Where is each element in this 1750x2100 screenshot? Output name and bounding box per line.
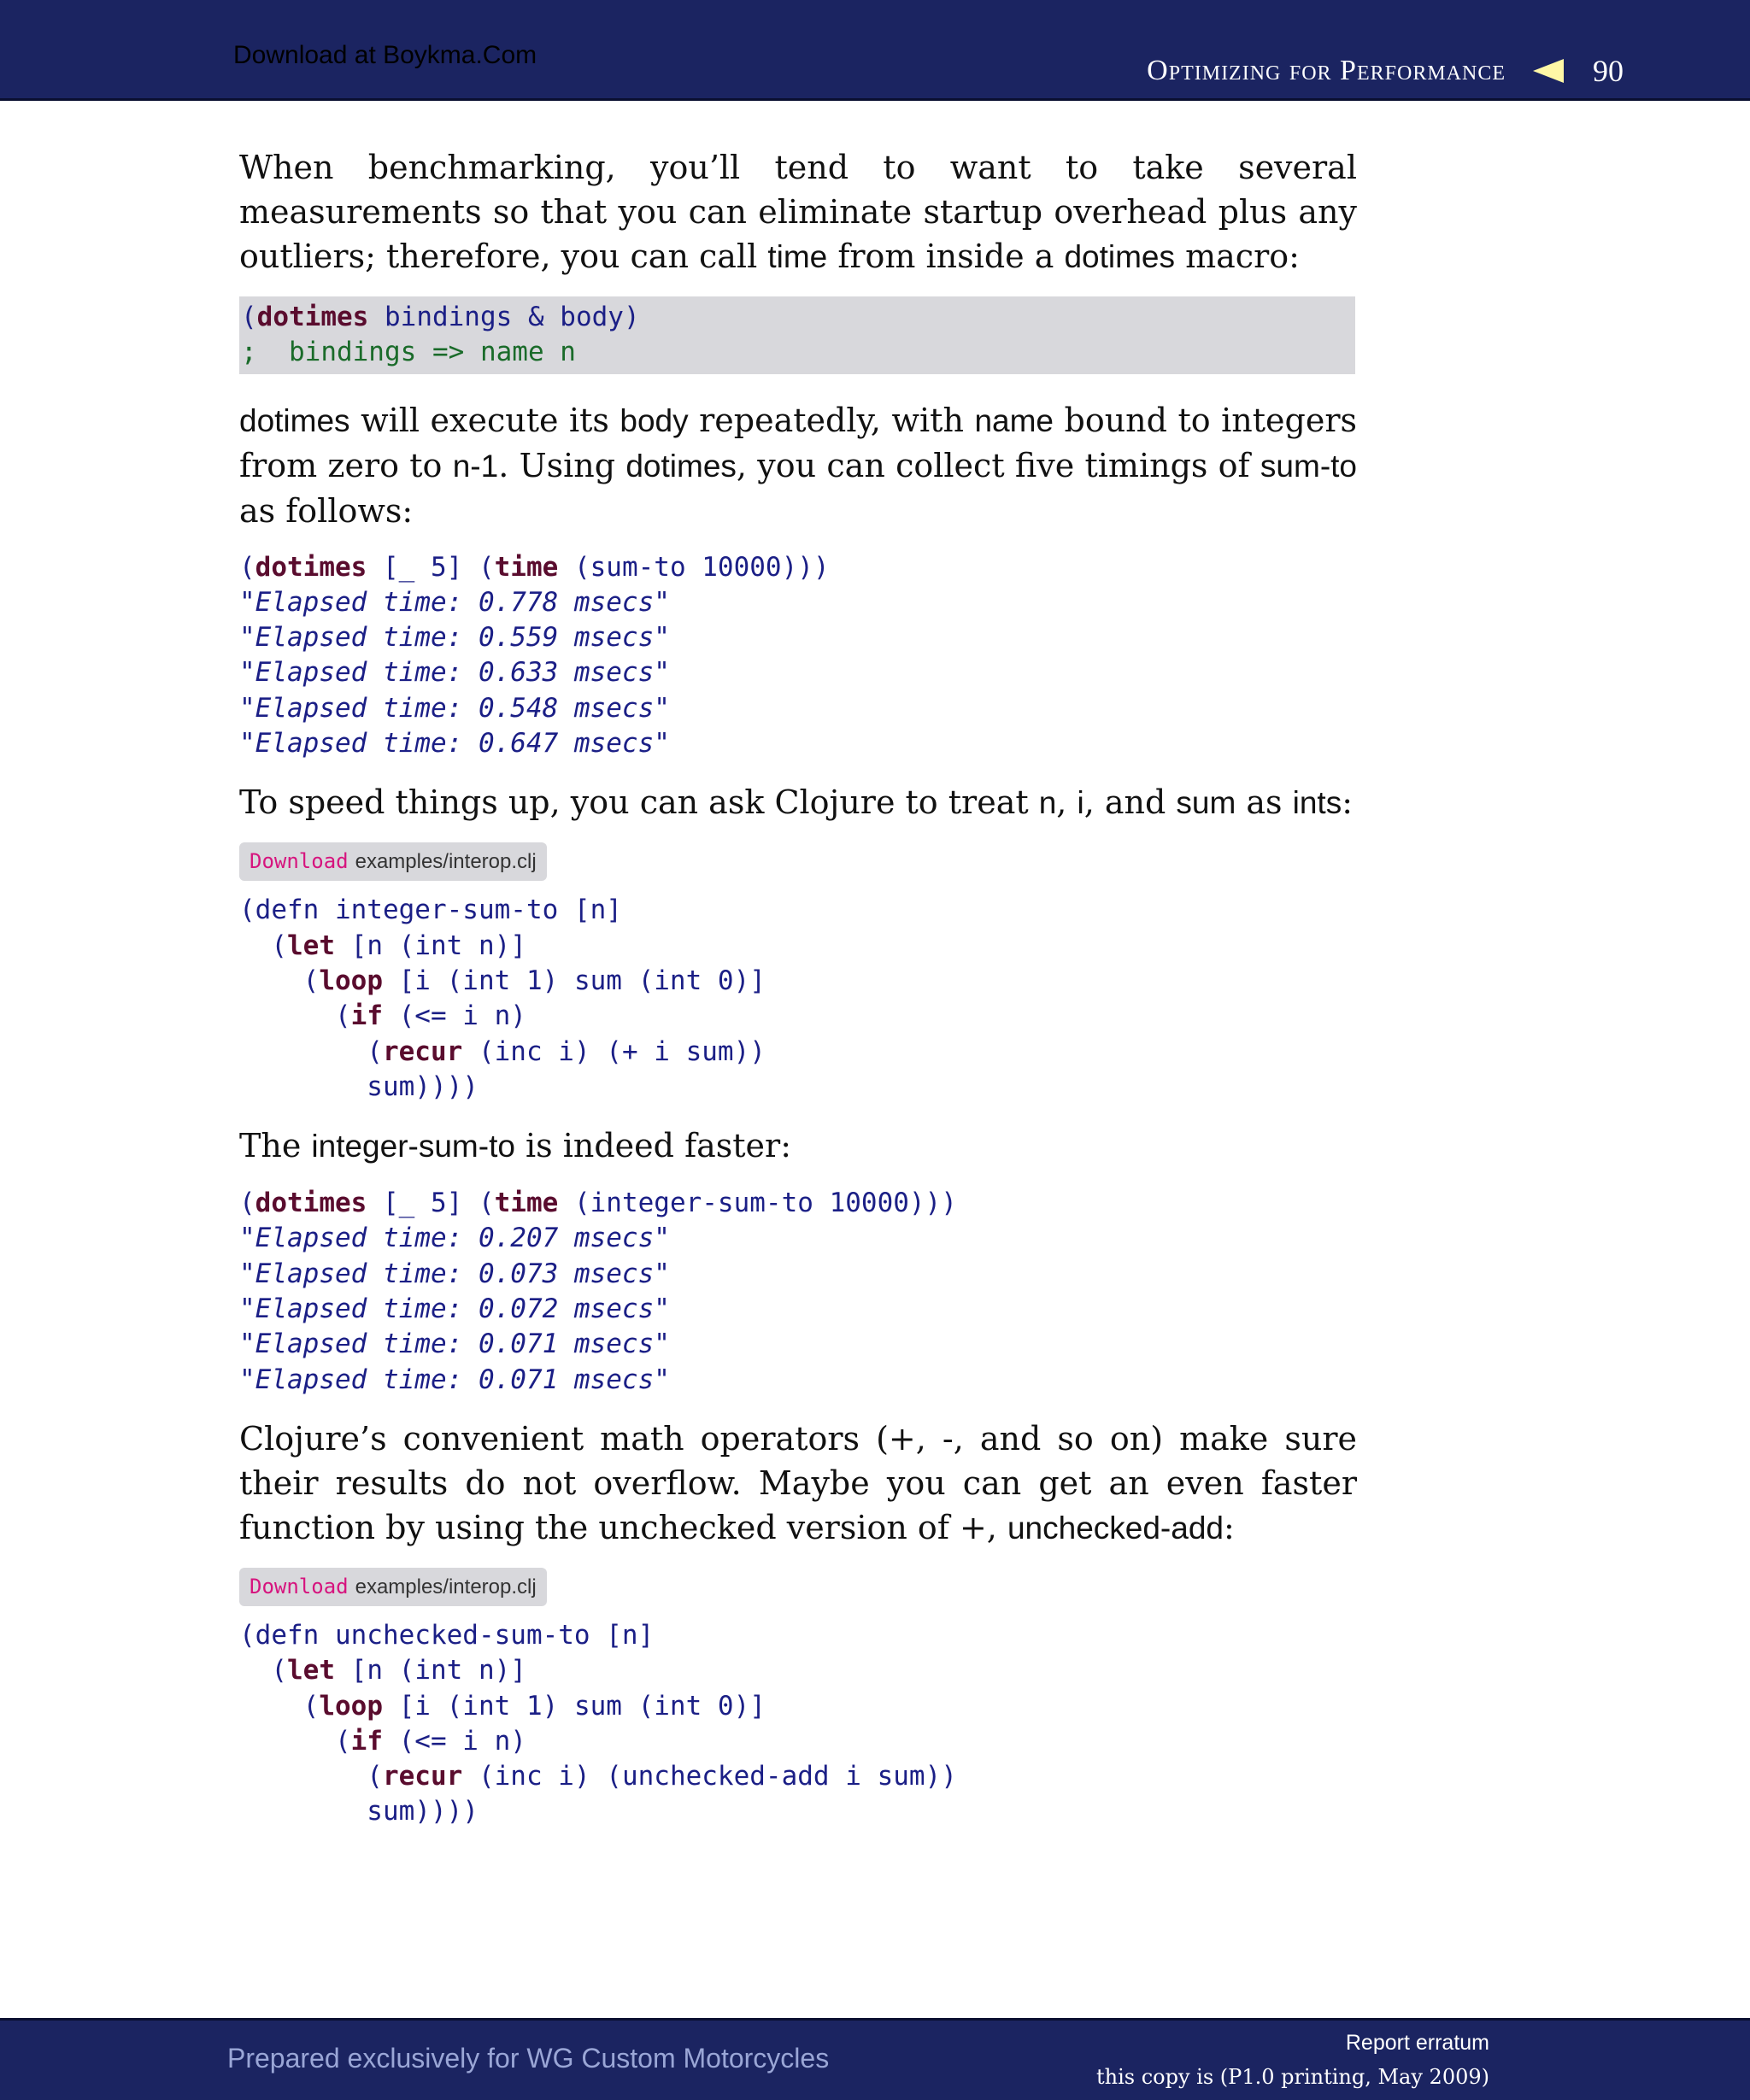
page-footer	[0, 2018, 1750, 2100]
code-comment: ; bindings => name n	[241, 337, 576, 368]
timing-output: "Elapsed time: 0.072 msecs"	[239, 1293, 670, 1325]
report-erratum-link[interactable]: Report erratum	[1345, 2031, 1489, 2055]
timing-output: "Elapsed time: 0.073 msecs"	[239, 1258, 670, 1289]
timing-output: "Elapsed time: 0.207 msecs"	[239, 1223, 670, 1254]
page-content	[239, 145, 1357, 1830]
running-head	[1147, 53, 1624, 89]
download-badge	[239, 1568, 547, 1606]
inline-code-time: time	[767, 239, 828, 274]
download-link[interactable]: Download	[250, 1574, 349, 1598]
code-block-sum-to-timings: (dotimes [_ 5] (time (sum-to 10000))) "Elapsed time: 0.778 msecs" "Elapsed time: 0.559 msecs" "Elapsed time: 0.633 msecs" "Elapsed time: 0.548 msecs" "Elapsed time: 0.647 msecs"	[239, 551, 830, 760]
paragraph-unchecked: Clojure’s convenient math operators (+, -, and so on) make sure their results do not overflow. Maybe you can get an even faster function by using the unchecked version of +, unchecked-add:	[239, 1419, 1357, 1546]
timing-output: "Elapsed time: 0.071 msecs"	[239, 1329, 670, 1360]
download-link[interactable]: Download	[250, 849, 349, 874]
download-path: examples/interop.clj	[355, 850, 537, 874]
page-header	[0, 0, 1750, 101]
code-block-dotimes-syntax: (dotimes bindings & body) ; bindings => name n	[239, 296, 1355, 374]
paragraph-faster: The integer-sum-to is indeed faster:	[239, 1127, 792, 1165]
timing-output: "Elapsed time: 0.071 msecs"	[239, 1364, 670, 1395]
back-arrow-icon[interactable]	[1533, 59, 1564, 83]
download-path: examples/interop.clj	[355, 1575, 537, 1598]
inline-code-dotimes: dotimes	[1064, 239, 1176, 274]
page-number: 90	[1593, 54, 1624, 88]
prepared-for-text: Prepared exclusively for WG Custom Motorcycles	[227, 2043, 830, 2074]
paragraph-dotimes-explanation: dotimes will execute its body repeatedly, with name bound to integers from zero to n-1. Using dotimes, you can collect five timings of sum-to as follows:	[239, 401, 1357, 530]
watermark-text: Download at Boykma.Com	[233, 41, 537, 69]
timing-output: "Elapsed time: 0.778 msecs"	[239, 586, 670, 618]
timing-output: "Elapsed time: 0.633 msecs"	[239, 657, 670, 689]
code-block-unchecked-sum-to: (defn unchecked-sum-to [n] (let [n (int n)] (loop [i (int 1) sum (int 0)] (if (<= i n) (recur (inc i) (unchecked-add i sum)) sum))))	[239, 1619, 957, 1827]
timing-output: "Elapsed time: 0.647 msecs"	[239, 728, 670, 760]
paragraph-speed-up: To speed things up, you can ask Clojure to treat n, i, and sum as ints:	[239, 783, 1354, 822]
printing-info: this copy is (P1.0 printing, May 2009)	[1096, 2065, 1489, 2089]
paragraph-benchmarking: When benchmarking, you’ll tend to want to take several measurements so that you can eliminate startup overhead plus any outliers; therefore, you can call time from inside a dotimes macro:	[239, 149, 1357, 275]
timing-output: "Elapsed time: 0.559 msecs"	[239, 622, 670, 654]
chapter-title: Optimizing for Performance	[1147, 55, 1506, 86]
download-badge	[239, 842, 547, 881]
code-block-integer-sum-to: (defn integer-sum-to [n] (let [n (int n)] (loop [i (int 1) sum (int 0)] (if (<= i n) (recur (inc i) (+ i sum)) sum))))	[239, 895, 766, 1102]
timing-output: "Elapsed time: 0.548 msecs"	[239, 692, 670, 724]
code-block-integer-timings: (dotimes [_ 5] (time (integer-sum-to 10000))) "Elapsed time: 0.207 msecs" "Elapsed time: 0.073 msecs" "Elapsed time: 0.072 msecs" "Elapsed time: 0.071 msecs" "Elapsed time: 0.071 msecs"	[239, 1188, 957, 1395]
